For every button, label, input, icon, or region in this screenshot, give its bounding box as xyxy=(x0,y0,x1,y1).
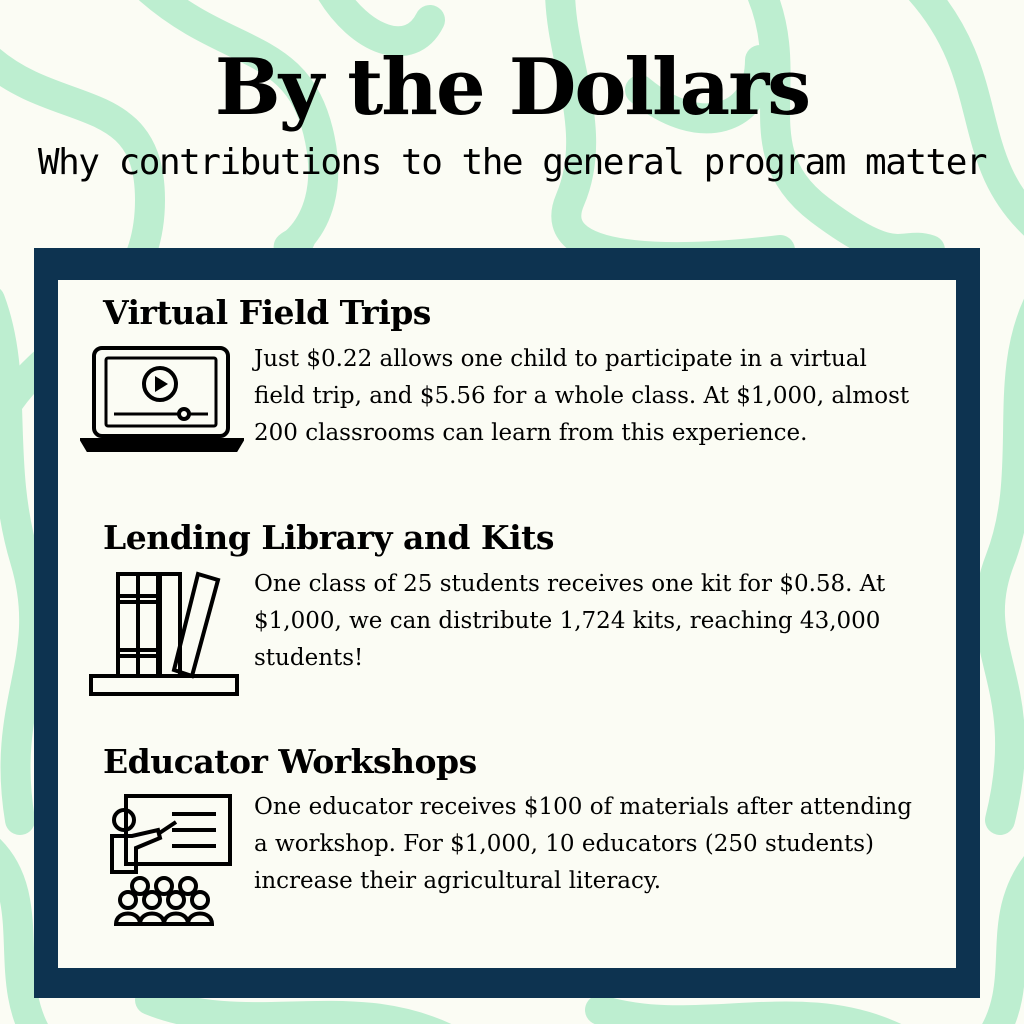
page-subtitle: Why contributions to the general program matter xyxy=(37,142,987,183)
section-text-educator-workshops: One educator receives $100 of materials after attending a workshop. For $1,000, 10 educators (250 students) increase their agricultural literacy. xyxy=(254,794,912,894)
section-title-virtual-field-trips: Virtual Field Trips xyxy=(103,293,431,332)
teacher-presentation-icon xyxy=(96,790,236,930)
books-on-shelf-icon xyxy=(88,566,240,698)
page-title: By the Dollars xyxy=(214,42,810,133)
section-text-lending-library: One class of 25 students receives one kit for $0.58. At $1,000, we can distribute 1,724 kits, reaching 43,000 students! xyxy=(254,571,886,671)
laptop-video-icon xyxy=(80,344,244,456)
section-title-educator-workshops: Educator Workshops xyxy=(103,742,477,781)
section-text-virtual-field-trips: Just $0.22 allows one child to participate in a virtual field trip, and $5.56 for a whole class. At $1,000, almost 200 classrooms can learn from this experience. xyxy=(254,346,910,446)
section-title-lending-library: Lending Library and Kits xyxy=(103,518,554,557)
